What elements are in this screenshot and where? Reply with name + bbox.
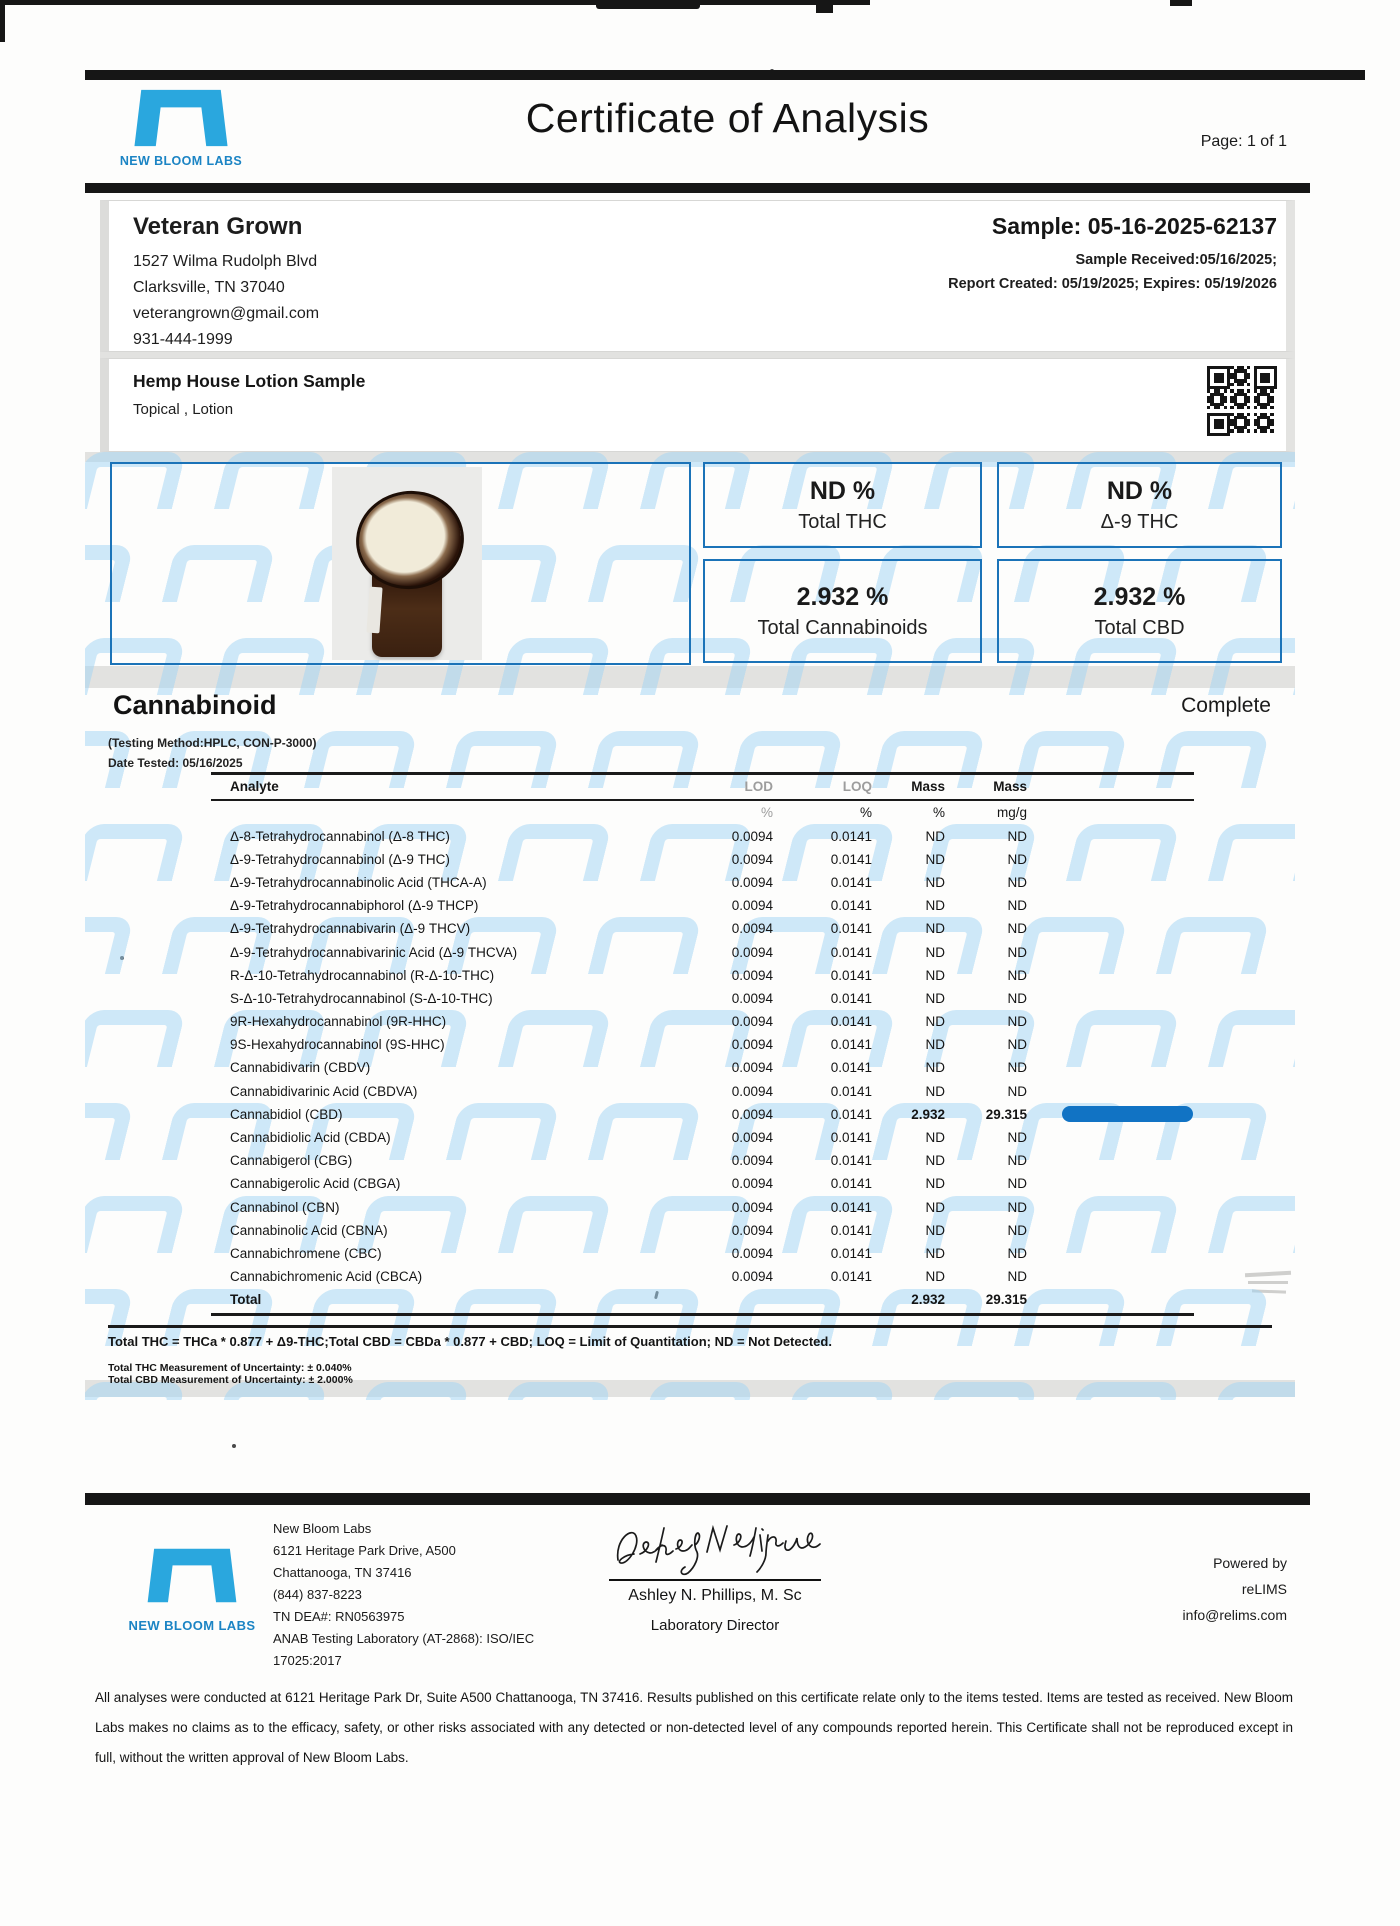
loq-value: 0.0141 xyxy=(830,851,872,867)
loq-value: 0.0141 xyxy=(830,1106,872,1122)
analyte-name: 9S-Hexahydrocannabinol (9S-HHC) xyxy=(230,1037,445,1053)
stat-d9-thc xyxy=(997,462,1282,548)
mass-pct-value: ND xyxy=(925,1269,945,1285)
lod-value: 0.0094 xyxy=(731,967,773,983)
analyte-name: Cannabidiolic Acid (CBDA) xyxy=(230,1130,391,1146)
new-bloom-logo-icon xyxy=(144,1545,240,1606)
col-analyte: Analyte xyxy=(230,779,279,794)
stat-total-cannabinoids-value: 2.932 % xyxy=(796,582,889,611)
table-row xyxy=(211,1149,1194,1172)
analyte-name: Cannabidivarinic Acid (CBDVA) xyxy=(230,1083,418,1099)
stat-total-thc xyxy=(703,462,982,548)
table-row xyxy=(211,1033,1194,1056)
client-sample-box xyxy=(100,200,1295,352)
scan-artifact xyxy=(1170,0,1192,6)
lod-value: 0.0094 xyxy=(731,874,773,890)
mass-mgg-value: ND xyxy=(1007,944,1027,960)
col-lod: LOD xyxy=(744,779,773,794)
table-header-row xyxy=(211,775,1194,799)
analyte-name: Δ-9-Tetrahydrocannabinolic Acid (THCA-A) xyxy=(230,874,487,890)
col-mass-mgg: Mass xyxy=(993,779,1027,794)
mass-mgg-value: ND xyxy=(1007,1176,1027,1192)
loq-value: 0.0141 xyxy=(830,990,872,1006)
loq-value: 0.0141 xyxy=(830,1014,872,1030)
col-loq: LOQ xyxy=(842,779,872,794)
table-body xyxy=(211,825,1194,1312)
footer-top-bar xyxy=(85,1493,1310,1505)
table-row xyxy=(211,940,1194,963)
table-row xyxy=(211,825,1194,848)
loq-value: 0.0141 xyxy=(830,921,872,937)
powered-by-line: Powered by xyxy=(1213,1555,1287,1571)
mass-mgg-value: ND xyxy=(1007,874,1027,890)
scan-artifact xyxy=(816,0,833,13)
analyte-name: R-Δ-10-Tetrahydrocannabinol (R-Δ-10-THC) xyxy=(230,967,495,983)
separator xyxy=(85,666,1295,688)
sample-id: Sample: 05-16-2025-62137 xyxy=(991,213,1277,239)
thc-uncertainty-note: Total THC Measurement of Uncertainty: ± 0.040% xyxy=(108,1362,352,1374)
signature-image xyxy=(608,1520,822,1578)
lod-value: 0.0094 xyxy=(731,851,773,867)
lod-value: 0.0094 xyxy=(731,1176,773,1192)
mass-mgg-value: 29.315 xyxy=(985,1292,1027,1308)
client-name: Veteran Grown xyxy=(133,213,303,240)
table-rule-bottom xyxy=(211,1313,1194,1316)
analyte-name: Cannabidivarin (CBDV) xyxy=(230,1060,371,1076)
loq-value: 0.0141 xyxy=(830,1269,872,1285)
separator xyxy=(85,452,1295,462)
lod-value: 0.0094 xyxy=(731,1130,773,1146)
table-row xyxy=(211,1219,1194,1242)
lotion-jar-image xyxy=(348,491,466,659)
loq-value: 0.0141 xyxy=(830,1060,872,1076)
table-row xyxy=(211,964,1194,987)
qr-code xyxy=(1207,366,1277,436)
table-row xyxy=(211,1288,1194,1311)
mass-pct-value: ND xyxy=(925,1014,945,1030)
sample-info xyxy=(948,213,1277,296)
mass-pct-value: ND xyxy=(925,1037,945,1053)
cbd-highlight-bar xyxy=(1062,1106,1193,1122)
mass-pct-value: 2.932 xyxy=(911,1106,945,1122)
lab-contact-line: ANAB Testing Laboratory (AT-2868): ISO/IEC xyxy=(273,1631,535,1646)
lab-contact-line: TN DEA#: RN0563975 xyxy=(273,1609,405,1624)
mass-pct-value: ND xyxy=(925,1083,945,1099)
date-tested: Date Tested: 05/16/2025 xyxy=(108,756,243,770)
lod-value: 0.0094 xyxy=(731,1037,773,1053)
disclaimer-text: All analyses were conducted at 6121 Heritage Park Dr, Suite A500 Chattanooga, TN 37416. Results published on this certificate relate only to the items tested. Items are tested as received. New Bloom Labs makes no claims as to the efficacy, safety, or other risks associated with any detected or non-detected level of any compounds reported herein. This Certificate shall not be reproduced except in full, without the written approval of New Bloom Labs. xyxy=(95,1690,1293,1765)
mass-pct-value: 2.932 xyxy=(911,1292,945,1308)
mass-mgg-value: ND xyxy=(1007,1269,1027,1285)
lab-logo-text: NEW BLOOM LABS xyxy=(119,154,243,168)
lod-value: 0.0094 xyxy=(731,1199,773,1215)
header-bottom-bar xyxy=(85,183,1310,193)
lod-value: 0.0094 xyxy=(731,1060,773,1076)
loq-value: 0.0141 xyxy=(830,1083,872,1099)
table-row xyxy=(211,848,1194,871)
relims-name: reLIMS xyxy=(1241,1581,1287,1597)
table-row xyxy=(211,871,1194,894)
stat-d9-thc-value: ND % xyxy=(1106,476,1173,505)
mass-mgg-value: ND xyxy=(1007,1245,1027,1261)
loq-value: 0.0141 xyxy=(830,1037,872,1053)
lab-contact-line: Chattanooga, TN 37416 xyxy=(273,1565,412,1580)
stat-total-cbd xyxy=(997,559,1282,663)
mass-pct-value: ND xyxy=(925,1199,945,1215)
loq-value: 0.0141 xyxy=(830,874,872,890)
unit-mass-pct: % xyxy=(932,805,945,820)
table-row xyxy=(211,1126,1194,1149)
analyte-name: Δ-9-Tetrahydrocannabivarin (Δ-9 THCV) xyxy=(230,921,471,937)
product-box xyxy=(100,358,1295,452)
mass-pct-value: ND xyxy=(925,1176,945,1192)
table-row xyxy=(211,1196,1194,1219)
loq-value: 0.0141 xyxy=(830,967,872,983)
section-divider-rule xyxy=(108,1325,1272,1328)
product-type: Topical , Lotion xyxy=(133,401,234,418)
table-row xyxy=(211,987,1194,1010)
table-row xyxy=(211,1265,1194,1288)
mass-mgg-value: ND xyxy=(1007,1199,1027,1215)
loq-value: 0.0141 xyxy=(830,828,872,844)
table-row xyxy=(211,1172,1194,1195)
page-number: Page: 1 of 1 xyxy=(1200,133,1287,150)
mass-mgg-value: ND xyxy=(1007,828,1027,844)
unit-loq: % xyxy=(859,805,872,820)
client-phone: 931-444-1999 xyxy=(133,331,233,348)
analyte-name: Cannabidiol (CBD) xyxy=(230,1106,343,1122)
analyte-name: S-Δ-10-Tetrahydrocannabinol (S-Δ-10-THC) xyxy=(230,990,493,1006)
mass-mgg-value: ND xyxy=(1007,1222,1027,1238)
lab-contact-line: (844) 837-8223 xyxy=(273,1587,362,1602)
lod-value: 0.0094 xyxy=(731,1014,773,1030)
analyte-name: Cannabinol (CBN) xyxy=(230,1199,340,1215)
loq-value: 0.0141 xyxy=(830,1222,872,1238)
client-email: veterangrown@gmail.com xyxy=(133,305,320,322)
analyte-name: Δ-9-Tetrahydrocannabivarinic Acid (Δ-9 THCVA) xyxy=(230,944,518,960)
mass-mgg-value: ND xyxy=(1007,851,1027,867)
product-name: Hemp House Lotion Sample xyxy=(133,371,366,391)
mass-mgg-value: ND xyxy=(1007,990,1027,1006)
loq-value: 0.0141 xyxy=(830,898,872,914)
client-info xyxy=(133,213,319,353)
mass-pct-value: ND xyxy=(925,967,945,983)
analyte-name: Δ-8-Tetrahydrocannabinol (Δ-8 THC) xyxy=(230,828,450,844)
stat-total-thc-label: Total THC xyxy=(798,510,887,533)
table-row xyxy=(211,1080,1194,1103)
lab-contact-info xyxy=(273,1518,534,1672)
mass-mgg-value: 29.315 xyxy=(985,1106,1027,1122)
table-units-row xyxy=(211,801,1194,825)
analyte-name: Cannabichromene (CBC) xyxy=(230,1245,382,1261)
testing-method: (Testing Method:HPLC, CON-P-3000) xyxy=(108,736,317,750)
stat-d9-thc-label: Δ-9 THC xyxy=(1100,510,1179,533)
mass-mgg-value: ND xyxy=(1007,1014,1027,1030)
mass-mgg-value: ND xyxy=(1007,1037,1027,1053)
lod-value: 0.0094 xyxy=(731,1153,773,1169)
analyte-table xyxy=(211,772,1194,1316)
cbd-uncertainty-note: Total CBD Measurement of Uncertainty: ± 2.000% xyxy=(108,1374,353,1386)
relims-email: info@relims.com xyxy=(1182,1607,1287,1623)
lab-contact-line: New Bloom Labs xyxy=(273,1521,372,1536)
signature-rule xyxy=(609,1579,821,1581)
mass-pct-value: ND xyxy=(925,898,945,914)
stat-total-thc-value: ND % xyxy=(809,476,876,505)
loq-value: 0.0141 xyxy=(830,944,872,960)
lod-value: 0.0094 xyxy=(731,1222,773,1238)
mass-pct-value: ND xyxy=(925,874,945,890)
mass-mgg-value: ND xyxy=(1007,1153,1027,1169)
powered-by-block xyxy=(1183,1550,1287,1628)
loq-value: 0.0141 xyxy=(830,1199,872,1215)
mass-pct-value: ND xyxy=(925,1130,945,1146)
mass-mgg-value: ND xyxy=(1007,921,1027,937)
table-row xyxy=(211,1010,1194,1033)
lod-value: 0.0094 xyxy=(731,1083,773,1099)
scan-speck xyxy=(232,1444,236,1448)
analyte-name: Cannabigerol (CBG) xyxy=(230,1153,353,1169)
mass-mgg-value: ND xyxy=(1007,1130,1027,1146)
analyte-name: Cannabichromenic Acid (CBCA) xyxy=(230,1269,423,1285)
analyte-name: Δ-9-Tetrahydrocannabinol (Δ-9 THC) xyxy=(230,851,450,867)
lod-value: 0.0094 xyxy=(731,828,773,844)
mass-pct-value: ND xyxy=(925,921,945,937)
analyte-name: Cannabigerolic Acid (CBGA) xyxy=(230,1176,401,1192)
table-row xyxy=(211,1056,1194,1079)
lod-value: 0.0094 xyxy=(731,921,773,937)
mass-pct-value: ND xyxy=(925,828,945,844)
col-mass-pct: Mass xyxy=(911,779,945,794)
section-title: Cannabinoid xyxy=(113,690,277,720)
lod-value: 0.0094 xyxy=(731,990,773,1006)
scan-artifact xyxy=(0,0,870,5)
header-top-bar xyxy=(85,70,1365,80)
sample-report-dates: Report Created: 05/19/2025; Expires: 05/19/2026 xyxy=(948,276,1277,292)
table-row xyxy=(211,1242,1194,1265)
signer-title: Laboratory Director xyxy=(650,1617,780,1634)
mass-mgg-value: ND xyxy=(1007,1060,1027,1076)
mass-pct-value: ND xyxy=(925,1222,945,1238)
mass-mgg-value: ND xyxy=(1007,898,1027,914)
stat-total-cannabinoids-label: Total Cannabinoids xyxy=(757,616,928,639)
mass-pct-value: ND xyxy=(925,1245,945,1261)
lod-value: 0.0094 xyxy=(731,944,773,960)
unit-mass-mgg: mg/g xyxy=(996,805,1027,820)
totals-formula-note: Total THC = THCa * 0.877 + Δ9-THC;Total CBD = CBDa * 0.877 + CBD; LOQ = Limit of Quantitation; ND = Not Detected. xyxy=(108,1334,832,1349)
mass-mgg-value: ND xyxy=(1007,1083,1027,1099)
loq-value: 0.0141 xyxy=(830,1153,872,1169)
analyte-name: 9R-Hexahydrocannabinol (9R-HHC) xyxy=(230,1014,447,1030)
cannabinoid-section xyxy=(85,690,1295,1390)
product-info xyxy=(133,371,365,418)
sample-received: Sample Received:05/16/2025; xyxy=(1075,252,1277,268)
client-address-1: 1527 Wilma Rudolph Blvd xyxy=(133,253,318,270)
signer-name: Ashley N. Phillips, M. Sc xyxy=(628,1587,802,1604)
analyte-name: Δ-9-Tetrahydrocannabiphorol (Δ-9 THCP) xyxy=(230,898,479,914)
analyte-name: Cannabinolic Acid (CBNA) xyxy=(230,1222,388,1238)
stat-total-cannabinoids xyxy=(703,559,982,663)
mass-pct-value: ND xyxy=(925,851,945,867)
loq-value: 0.0141 xyxy=(830,1130,872,1146)
loq-value: 0.0141 xyxy=(830,1176,872,1192)
unit-lod: % xyxy=(760,805,773,820)
mass-pct-value: ND xyxy=(925,1153,945,1169)
footer-lab-logo xyxy=(122,1545,262,1633)
analyte-name: Total xyxy=(230,1292,262,1308)
table-row xyxy=(211,917,1194,940)
product-photo-box xyxy=(110,462,691,665)
lod-value: 0.0094 xyxy=(731,1269,773,1285)
lab-contact-line: 6121 Heritage Park Drive, A500 xyxy=(273,1543,456,1558)
client-address-2: Clarksville, TN 37040 xyxy=(133,279,285,296)
lod-value: 0.0094 xyxy=(731,1106,773,1122)
loq-value: 0.0141 xyxy=(830,1245,872,1261)
stat-total-cbd-label: Total CBD xyxy=(1094,616,1185,639)
lod-value: 0.0094 xyxy=(731,898,773,914)
lab-contact-line: 17025:2017 xyxy=(273,1653,342,1668)
scan-artifact xyxy=(0,0,5,42)
mass-mgg-value: ND xyxy=(1007,967,1027,983)
mass-pct-value: ND xyxy=(925,990,945,1006)
footer-logo-text: NEW BLOOM LABS xyxy=(128,1618,256,1633)
page-title: Certificate of Analysis xyxy=(525,95,930,141)
lod-value: 0.0094 xyxy=(731,1245,773,1261)
signature-block xyxy=(600,1520,830,1634)
stat-total-cbd-value: 2.932 % xyxy=(1093,582,1186,611)
scan-artifact xyxy=(596,0,700,9)
product-photo xyxy=(332,467,482,660)
mass-pct-value: ND xyxy=(925,944,945,960)
section-status: Complete xyxy=(1181,694,1271,717)
mass-pct-value: ND xyxy=(925,1060,945,1076)
table-row xyxy=(211,1103,1194,1126)
table-row xyxy=(211,894,1194,917)
